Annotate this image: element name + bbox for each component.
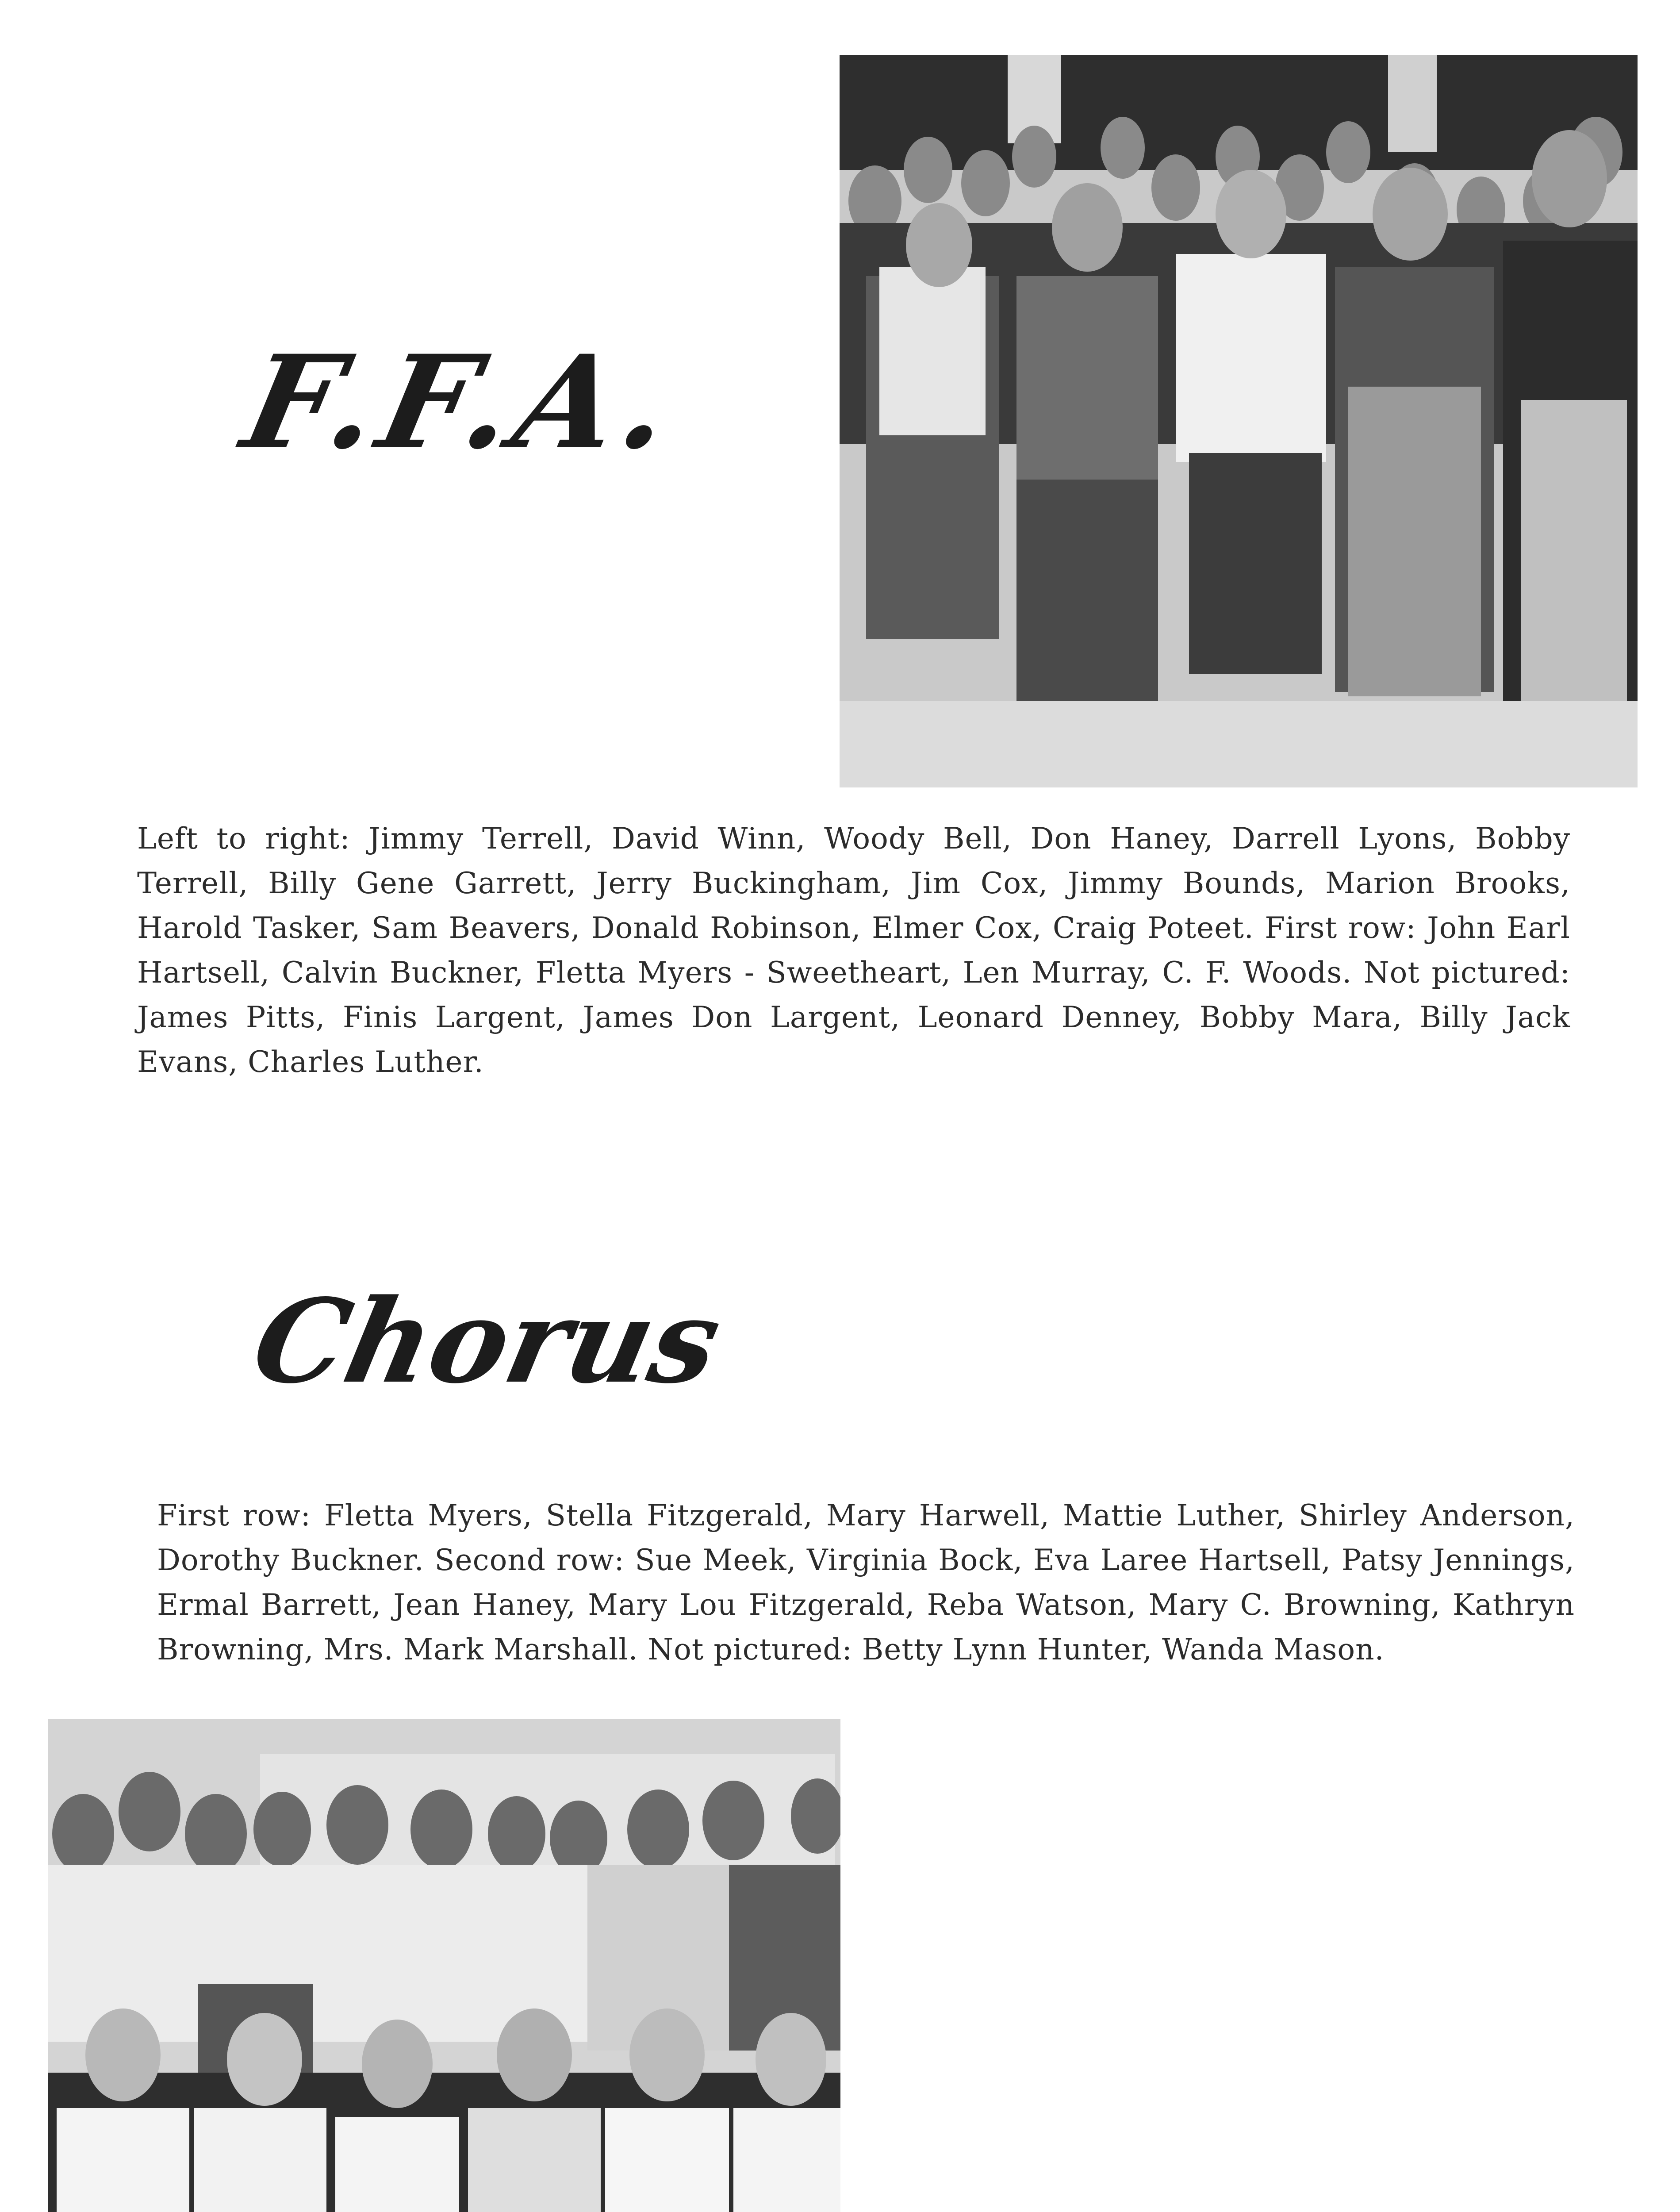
chorus-heading: Chorus [242,1274,732,1409]
chorus-group-photo [48,1719,840,2212]
ffa-caption: Left to right: Jimmy Terrell, David Winn, Woody Bell, Don Haney, Darrell Lyons, Bobby Terrell, Billy Gene Garrett, Jerry Buckingham, Jim Cox, Jimmy Bounds, Marion Brooks, Harold Tasker, Sam Beavers, Donald Robinson, Elmer Cox, Craig Poteet. First row: John Earl Hartsell, Calvin Buckner, Fletta Myers - Sweetheart, Len Murray, C. F. Woods. Not pictured: James Pitts, Finis Largent, James Don Largent, Leonard Denney, Bobby Mara, Billy Jack Evans, Charles Luther. [137,822,1570,1079]
ffa-group-photo [840,55,1638,787]
chorus-caption: First row: Fletta Myers, Stella Fitzgerald, Mary Harwell, Mattie Luther, Shirley Anderson, Dorothy Buckner. Second row: Sue Meek, Virginia Bock, Eva Laree Hartsell, Patsy Jennings, Ermal Barrett, Jean Haney, Mary Lou Fitzgerald, Reba Watson, Mary C. Browning, Kathryn Browning, Mrs. Mark Marshall. Not pictured: Betty Lynn Hunter, Wanda Mason. [157,1498,1575,1667]
ffa-heading: F.F.A. [231,327,691,478]
